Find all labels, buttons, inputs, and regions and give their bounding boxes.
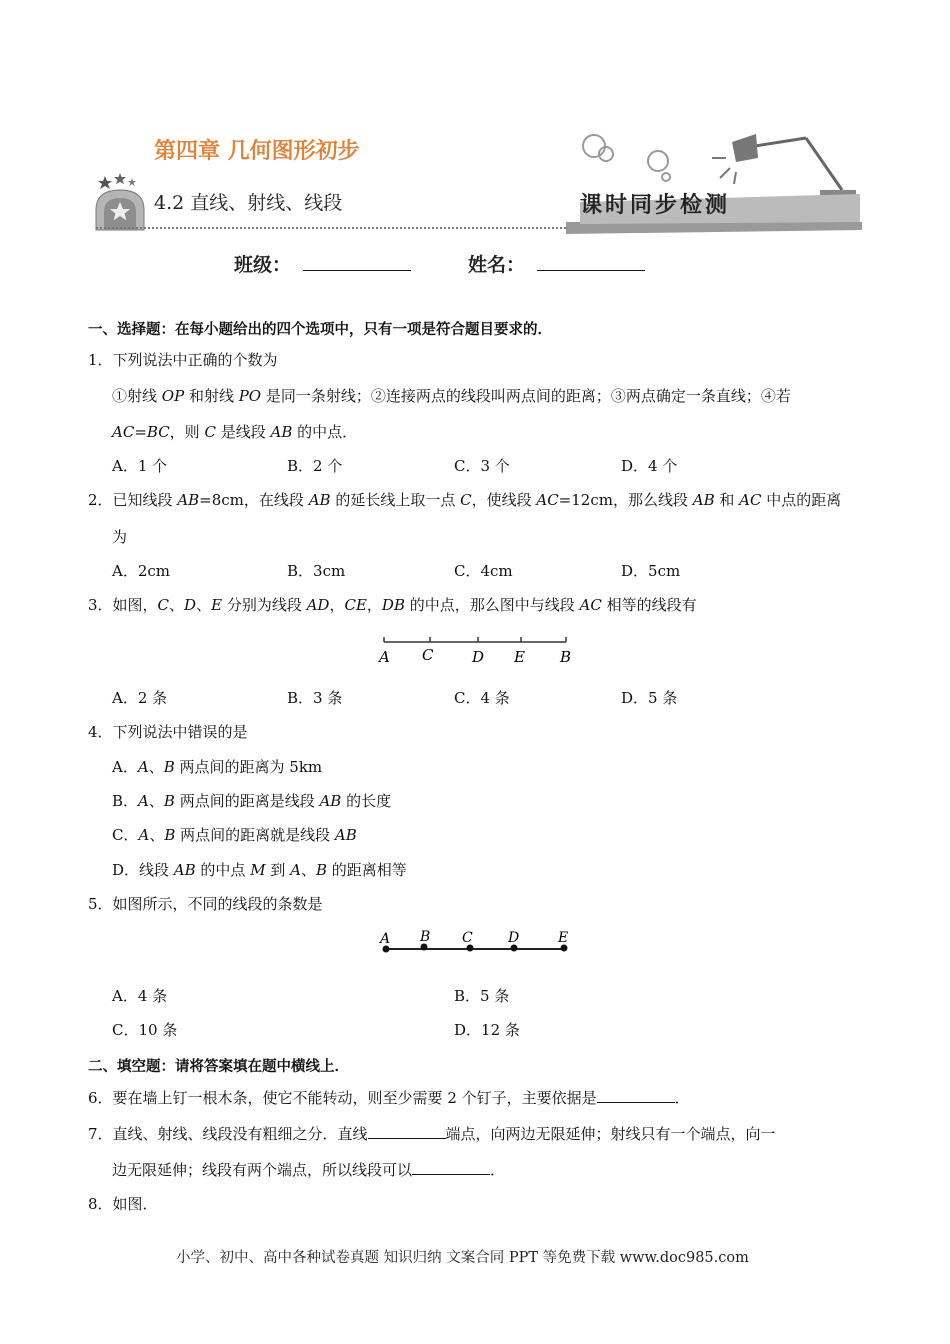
name-field xyxy=(468,250,645,277)
q4-stem: 4．下列说法中错误的是 xyxy=(88,723,248,741)
q2-option-b[interactable]: B．3cm xyxy=(287,562,346,580)
q5-segment-figure xyxy=(374,928,584,958)
q2-line1: 2．已知线段 AB=8cm，在线段 AB 的延长线上取一点 C，使线段 AC=12cm，那么线段 AB 和 AC 中点的距离 xyxy=(88,491,842,509)
q6-text: 6．要在墙上钉一根木条，使它不能转动，则至少需要 2 个钉子，主要依据是 ． xyxy=(88,1089,690,1107)
name-input[interactable] xyxy=(537,250,645,271)
q2-option-a[interactable]: A．2cm xyxy=(112,562,171,580)
q1-option-c[interactable]: C．3 个 xyxy=(454,457,510,475)
q3-line1: 3．如图，C、D、E 分别为线段 AD，CE，DB 的中点，那么图中与线段 AC 相等的线段有 xyxy=(88,596,697,614)
section1-title: 一、选择题：在每小题给出的四个选项中，只有一项是符合题目要求的． xyxy=(88,322,552,338)
q1-option-a[interactable]: A．1 个 xyxy=(112,457,168,475)
q1-line2: AC=BC，则 C 是线段 AB 的中点． xyxy=(112,423,358,441)
q1-option-b[interactable]: B．2 个 xyxy=(287,457,343,475)
q3-label-d: D xyxy=(472,648,485,666)
section-title: 4.2 直线、射线、线段 xyxy=(154,192,343,214)
q7-blank-1[interactable] xyxy=(368,1124,446,1139)
q3-label-c: C xyxy=(422,646,434,664)
class-input[interactable] xyxy=(303,250,411,271)
q1-line1: ①射线 OP 和射线 PO 是同一条射线；②连接两点的线段叫两点间的距离；③两点确定一条直线；④若 xyxy=(112,387,791,405)
q3-option-d[interactable]: D．5 条 xyxy=(621,689,678,707)
q4-option-b[interactable]: B．A、B 两点间的距离是线段 AB 的长度 xyxy=(112,792,392,810)
class-label: 班级： xyxy=(234,254,292,276)
name-label: 姓名： xyxy=(468,254,526,276)
q3-segment-figure xyxy=(374,634,574,668)
q5-label-a: A xyxy=(380,931,391,947)
q6-blank[interactable] xyxy=(597,1088,675,1103)
q5-label-c: C xyxy=(462,930,473,946)
chapter-title: 第四章 几何图形初步 xyxy=(154,139,360,164)
q5-stem: 5．如图所示，不同的线段的条数是 xyxy=(88,895,323,913)
q5-option-a[interactable]: A．4 条 xyxy=(112,987,168,1005)
footer-text: 小学、初中、高中各种试卷真题 知识归纳 文案合同 PPT 等免费下载 www.doc985.com xyxy=(176,1250,749,1266)
q4-option-a[interactable]: A．A、B 两点间的距离为 5km xyxy=(112,758,323,776)
q5-option-b[interactable]: B．5 条 xyxy=(454,987,510,1005)
q7-blank-2[interactable] xyxy=(412,1160,490,1175)
q3-option-c[interactable]: C．4 条 xyxy=(454,689,510,707)
class-field xyxy=(234,250,411,277)
q2-line2: 为 xyxy=(112,528,128,546)
q4-option-c[interactable]: C．A、B 两点间的距离就是线段 AB xyxy=(112,826,357,844)
q2-option-c[interactable]: C．4cm xyxy=(454,562,513,580)
q3-label-b: B xyxy=(560,648,572,666)
q3-label-e: E xyxy=(514,648,525,666)
q2-option-d[interactable]: D．5cm xyxy=(621,562,681,580)
q5-option-c[interactable]: C．10 条 xyxy=(112,1021,178,1039)
q8-stem: 8．如图． xyxy=(88,1195,158,1213)
q5-label-d: D xyxy=(508,930,520,946)
section2-title: 二、填空题：请将答案填在题中横线上． xyxy=(88,1059,349,1075)
q7-line2: 边无限延伸；线段有两个端点，所以线段可以 ． xyxy=(112,1161,506,1179)
q7-line1: 7．直线、射线、线段没有粗细之分．直线 端点，向两边无限延伸；射线只有一个端点，向一 xyxy=(88,1125,776,1143)
q1-option-d[interactable]: D．4 个 xyxy=(621,457,678,475)
q3-option-b[interactable]: B．3 条 xyxy=(287,689,343,707)
q3-label-a: A xyxy=(379,648,390,666)
q3-option-a[interactable]: A．2 条 xyxy=(112,689,168,707)
q1-stem: 1．下列说法中正确的个数为 xyxy=(88,351,278,369)
q5-label-b: B xyxy=(420,929,431,945)
banner-text: 课时同步检测 xyxy=(580,192,731,218)
q4-option-d[interactable]: D．线段 AB 的中点 M 到 A、B 的距离相等 xyxy=(112,861,407,879)
q5-label-e: E xyxy=(558,930,569,946)
q5-option-d[interactable]: D．12 条 xyxy=(454,1021,520,1039)
